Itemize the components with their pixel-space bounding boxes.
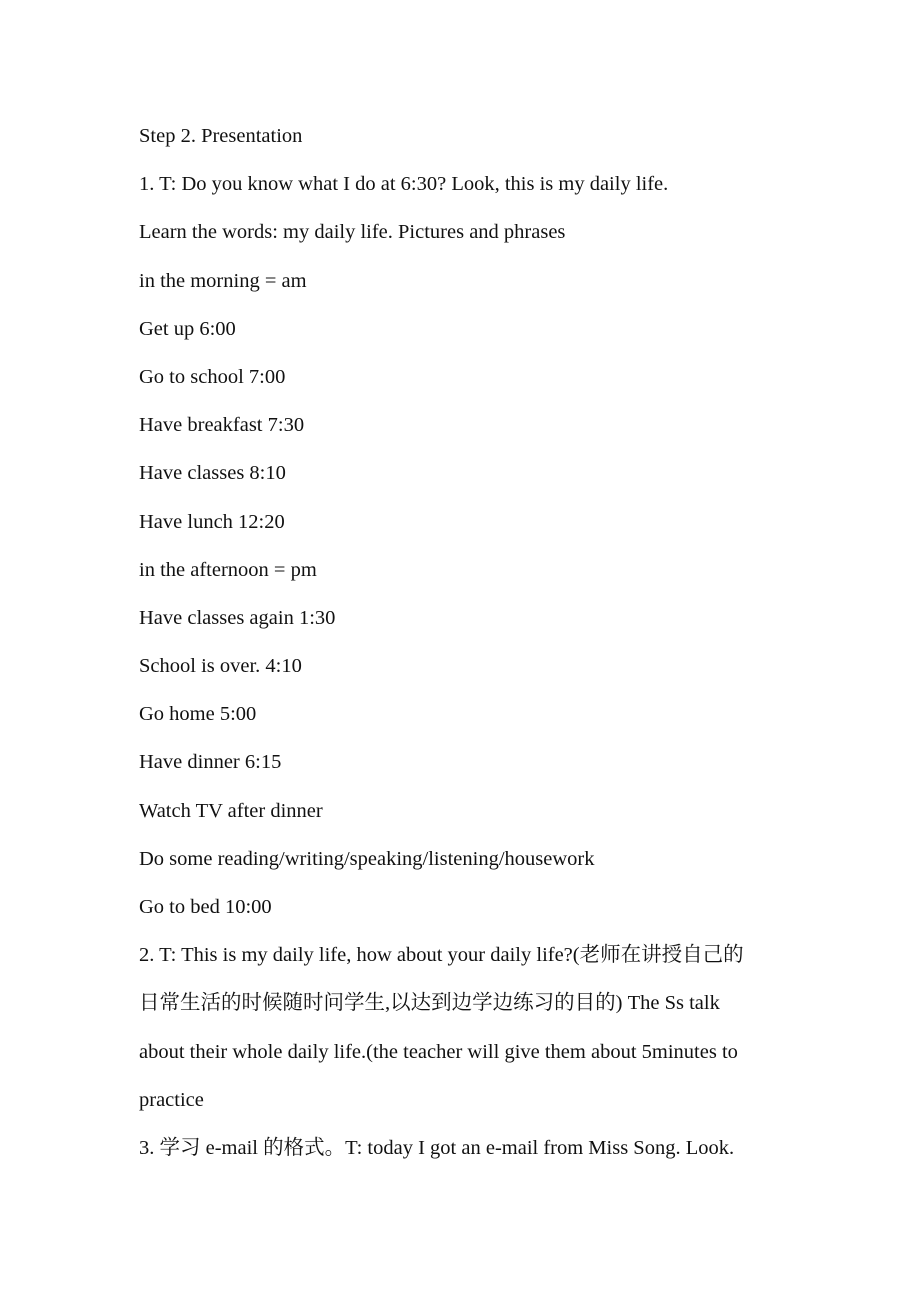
paragraph-line: 日常生活的时候随时问学生,以达到边学边练习的目的) The Ss talk	[139, 992, 720, 1015]
paragraph-line: in the afternoon = pm	[139, 558, 317, 581]
schedule-item: Have breakfast 7:30	[139, 414, 305, 437]
schedule-item: Go to school 7:00	[139, 365, 286, 388]
paragraph-line: in the morning = am	[139, 269, 307, 292]
schedule-item: Do some reading/writing/speaking/listening/housework	[139, 847, 595, 870]
paragraph-line: about their whole daily life.(the teacher will give them about 5minutes to	[139, 1040, 738, 1063]
section-heading: Step 2. Presentation	[139, 125, 303, 147]
paragraph-line: practice	[139, 1088, 204, 1111]
paragraph-line: 1. T: Do you know what I do at 6:30? Look, this is my daily life.	[139, 173, 669, 196]
schedule-item: Have classes again 1:30	[139, 606, 336, 629]
document-page	[139, 122, 789, 1182]
paragraph-line: 3. 学习 e-mail 的格式。T: today I got an e-mail from Miss Song. Look.	[139, 1136, 735, 1159]
schedule-item: Go home 5:00	[139, 703, 257, 726]
schedule-item: Watch TV after dinner	[139, 799, 323, 822]
schedule-item: Get up 6:00	[139, 317, 236, 340]
schedule-item: Have lunch 12:20	[139, 510, 285, 533]
schedule-item: School is over. 4:10	[139, 655, 302, 678]
paragraph-line: Learn the words: my daily life. Pictures and phrases	[139, 221, 566, 244]
schedule-item: Have classes 8:10	[139, 462, 286, 485]
schedule-item: Go to bed 10:00	[139, 896, 272, 918]
schedule-item: Have dinner 6:15	[139, 751, 282, 774]
paragraph-line: 2. T: This is my daily life, how about your daily life?(老师在讲授自己的	[139, 944, 744, 967]
